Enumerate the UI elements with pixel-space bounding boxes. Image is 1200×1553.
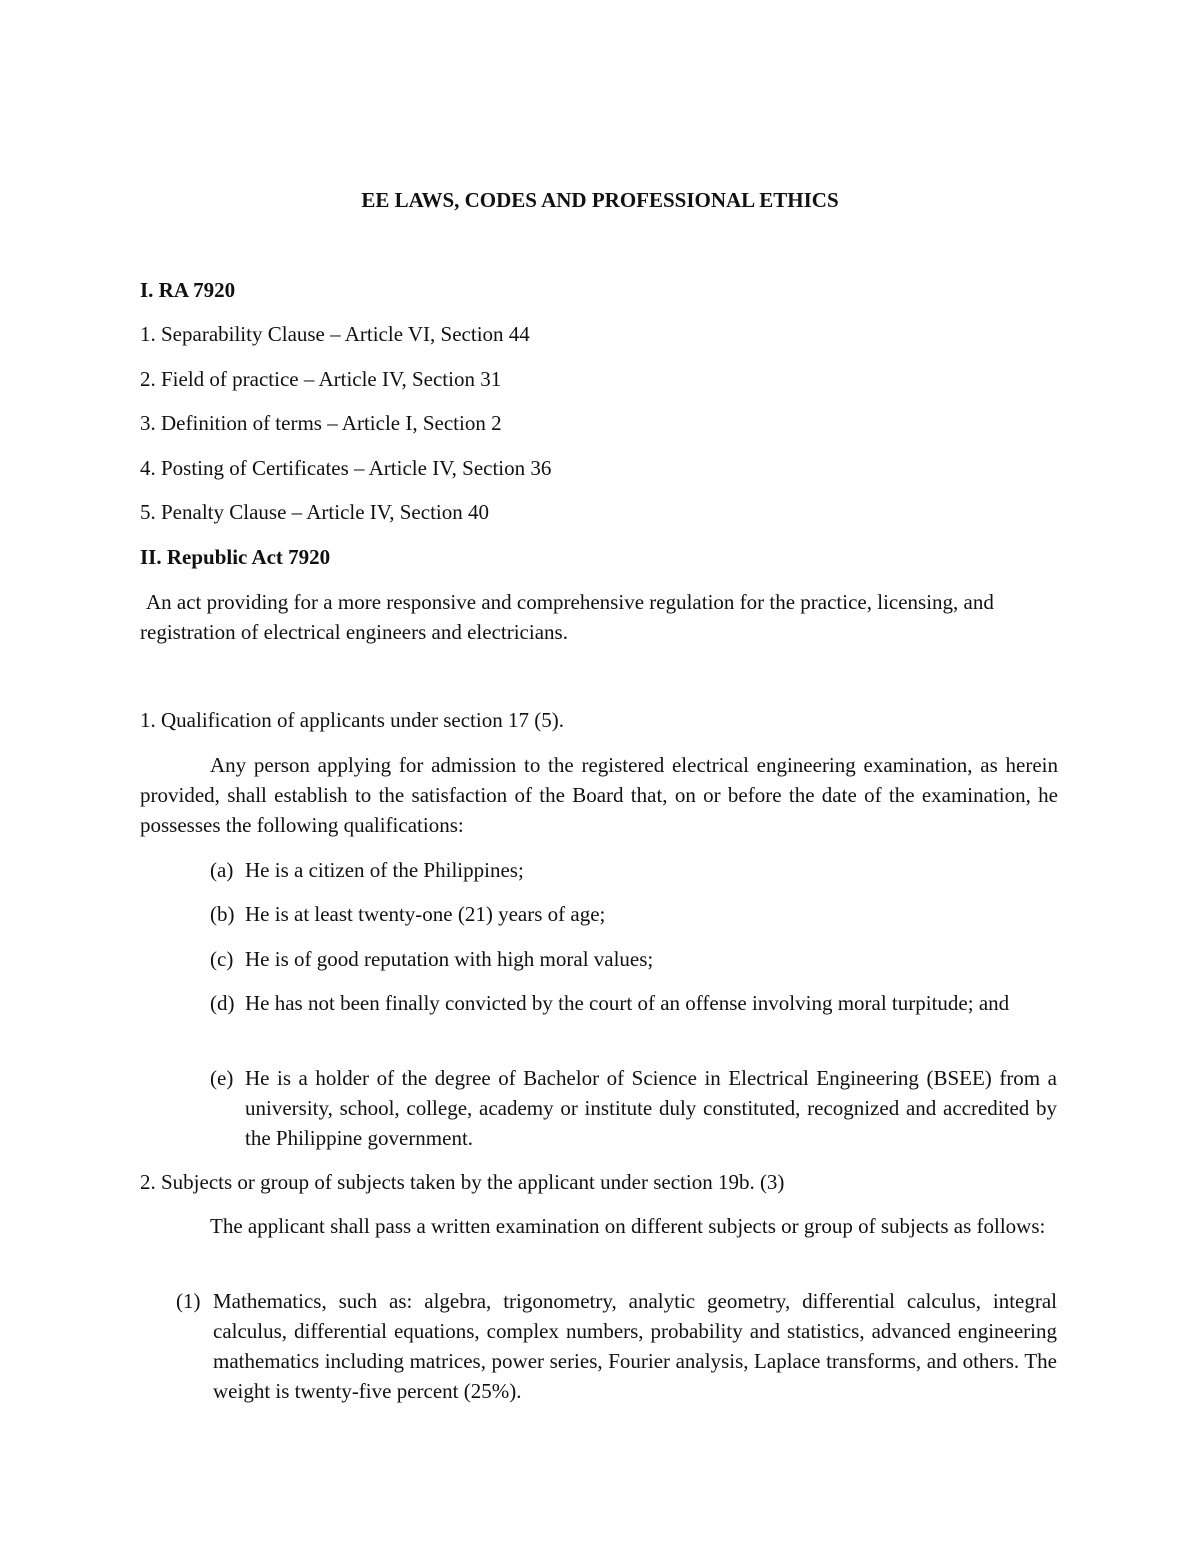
list-item-1: 1. Separability Clause – Article VI, Section 44 [140,322,530,346]
qualification-item-a: He is a citizen of the Philippines; [245,858,524,882]
act-description: An act providing for a more responsive and comprehensive regulation for the practice, licensing, and registration of electrical engineers and electricians. [140,590,994,644]
qualification-item-d: He has not been finally convicted by the court of an offense involving moral turpitude; and [245,991,1010,1015]
list-item-3: 3. Definition of terms – Article I, Section 2 [140,411,502,435]
section-1-heading: I. RA 7920 [140,278,236,302]
list-item-5: 5. Penalty Clause – Article IV, Section 40 [140,500,489,524]
subject-item-1: Mathematics, such as: algebra, trigonometry, analytic geometry, differential calculus, integral calculus, differential equations, complex numbers, probability and statistics, advanced engineering mathematics including matrices, power series, Fourier analysis, Laplace transforms, and others. The weight is twenty-five percent (25%). [213,1289,1057,1403]
document-title: EE LAWS, CODES AND PROFESSIONAL ETHICS [361,188,839,212]
qualification-label-d: (d) [210,991,235,1015]
qualification-label-b: (b) [210,902,235,926]
list-item-2: 2. Field of practice – Article IV, Section 31 [140,367,502,391]
section-2-heading: II. Republic Act 7920 [140,545,331,569]
subjects-heading: 2. Subjects or group of subjects taken by the applicant under section 19b. (3) [140,1170,785,1194]
subject-label-1: (1) [176,1289,201,1313]
qualification-label-c: (c) [210,947,234,971]
qualification-label-a: (a) [210,858,234,882]
qualification-heading: 1. Qualification of applicants under section 17 (5). [140,708,564,732]
list-item-4: 4. Posting of Certificates – Article IV, Section 36 [140,456,552,480]
qualification-label-e: (e) [210,1066,234,1090]
qualification-item-b: He is at least twenty-one (21) years of age; [245,902,606,926]
subjects-paragraph: The applicant shall pass a written examination on different subjects or group of subjects as follows: [210,1214,1046,1238]
qualification-item-c: He is of good reputation with high moral values; [245,947,654,971]
qualification-item-e: He is a holder of the degree of Bachelor of Science in Electrical Engineering (BSEE) from a university, school, college, academy or institute duly constituted, recognized and accredited by the Philippine government. [245,1066,1057,1150]
qualification-paragraph: Any person applying for admission to the registered electrical engineering examination, as herein provided, shall establish to the satisfaction of the Board that, on or before the date of the examination, he possesses the following qualifications: [140,753,1058,837]
